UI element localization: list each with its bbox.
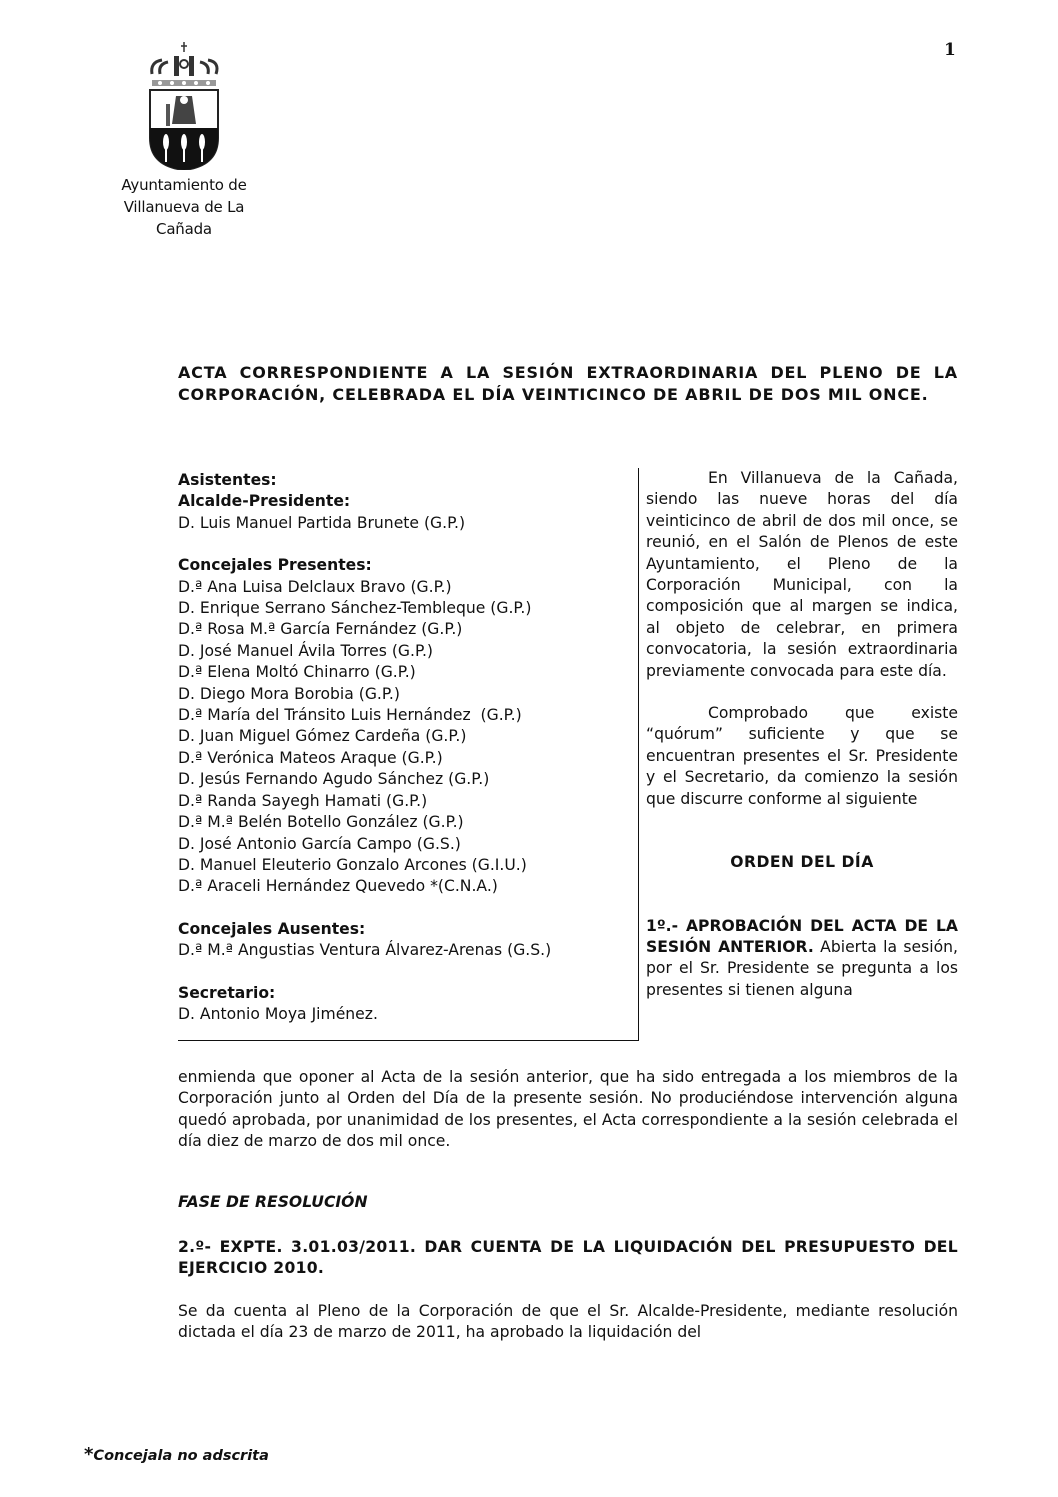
present-member: D. Enrique Serrano Sánchez-Tembleque (G.P.) [178, 599, 532, 618]
org-name-line2: Villanueva de La Cañada [123, 198, 245, 238]
present-member: D. Jesús Fernando Agudo Sánchez (G.P.) [178, 770, 490, 789]
present-member: D. José Manuel Ávila Torres (G.P.) [178, 641, 433, 660]
municipal-logo [94, 42, 274, 240]
footnote-star: * [84, 1444, 94, 1465]
org-name-line1: Ayuntamiento de [121, 176, 247, 194]
present-member: D. Juan Miguel Gómez Cardeña (G.P.) [178, 727, 467, 746]
secretary-heading: Secretario: [178, 983, 276, 1002]
attendance-list [178, 470, 628, 1025]
present-heading: Concejales Presentes: [178, 556, 372, 575]
present-member: D.ª M.ª Belén Botello González (G.P.) [178, 813, 464, 832]
section-heading: FASE DE RESOLUCIÓN [178, 1193, 368, 1211]
item1-continuation [178, 1067, 958, 1153]
column-divider-bottom [178, 1040, 639, 1041]
present-member: D.ª Verónica Mateos Araque (G.P.) [178, 748, 443, 767]
absent-heading: Concejales Ausentes: [178, 919, 366, 938]
footnote [84, 1444, 269, 1465]
session-intro [646, 468, 958, 1001]
present-member: D.ª Randa Sayegh Hamati (G.P.) [178, 791, 428, 810]
item1-text-start: Abierta la sesión, por el Sr. Presidente se pregunta a los presentes si tienen alguna [646, 937, 958, 999]
present-member: D. Diego Mora Borobia (G.P.) [178, 684, 400, 703]
mayor-heading: Alcalde-Presidente: [178, 492, 351, 511]
document-title: ACTA CORRESPONDIENTE A LA SESIÓN EXTRAORDINARIA DEL PLENO DE LA CORPORACIÓN, CELEBRADA EL DÍA VEINTICINCO DE ABRIL DE DOS MIL ONCE. [178, 363, 958, 404]
present-member: D.ª María del Tránsito Luis Hernández (G.P.) [178, 706, 522, 725]
absent-member: D.ª M.ª Angustias Ventura Álvarez-Arenas (G.S.) [178, 941, 552, 960]
item1-text-end: enmienda que oponer al Acta de la sesión anterior, que ha sido entregada a los miembros de la Corporación junto al Orden del Día de la presente sesión. No produciéndose intervención alguna quedó aprobada, por unanimidad de los presentes, el Acta correspondiente a la sesión celebrada el día diez de marzo de dos mil once. [178, 1068, 958, 1151]
quorum-paragraph: Comprobado que existe “quórum” suficiente y que se encuentran presentes el Sr. Presidente y el Secretario, da comienzo la sesión que discurre conforme al siguiente [646, 704, 958, 808]
page-number: 1 [944, 40, 956, 60]
attendees-heading: Asistentes: [178, 471, 277, 489]
item1-block [646, 916, 958, 1002]
agenda-heading: ORDEN DEL DÍA [730, 853, 874, 872]
present-member: D.ª Ana Luisa Delclaux Bravo (G.P.) [178, 577, 452, 596]
mayor-name: D. Luis Manuel Partida Brunete (G.P.) [178, 513, 466, 532]
column-divider [638, 468, 639, 1040]
present-member: D. José Antonio García Campo (G.S.) [178, 834, 461, 853]
item2-text: Se da cuenta al Pleno de la Corporación de que el Sr. Alcalde-Presidente, mediante resolución dictada el día 23 de marzo de 2011, ha aprobado la liquidación del [178, 1302, 958, 1342]
present-member: D.ª Araceli Hernández Quevedo *(C.N.A.) [178, 877, 498, 896]
item2-body [178, 1301, 958, 1344]
footnote-text: Concejala no adscrita [93, 1448, 269, 1464]
present-member: D. Manuel Eleuterio Gonzalo Arcones (G.I.U.) [178, 855, 527, 874]
intro-paragraph: En Villanueva de la Cañada, siendo las nueve horas del día veinticinco de abril de dos mil once, se reunió, en el Salón de Plenos de este Ayuntamiento, el Pleno de la Corporación Municipal, con la composición que al margen se indica, al objeto de celebrar, en primera convocatoria, la sesión extraordinaria previamente convocada para este día. [646, 469, 958, 680]
secretary-name: D. Antonio Moya Jiménez. [178, 1004, 378, 1023]
item1-title: 1º.- APROBACIÓN DEL ACTA DE LA SESIÓN ANTERIOR. [646, 916, 958, 956]
coat-of-arms-icon [146, 42, 222, 170]
item2-title: 2.º- EXPTE. 3.01.03/2011. DAR CUENTA DE LA LIQUIDACIÓN DEL PRESUPUESTO DEL EJERCICIO 2010. [178, 1238, 958, 1278]
present-member: D.ª Elena Moltó Chinarro (G.P.) [178, 663, 416, 682]
present-member: D.ª Rosa M.ª García Fernández (G.P.) [178, 620, 463, 639]
